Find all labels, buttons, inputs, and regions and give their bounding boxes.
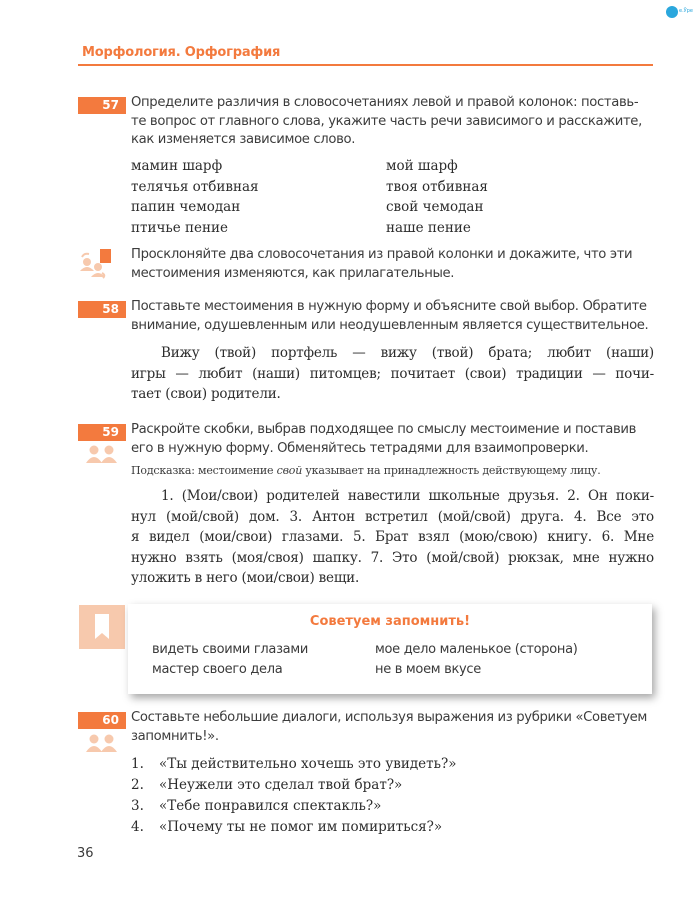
text-line: я видел (мои/свои) глазами. 5. Брат взял (мою/свою) книгу. 6. Мне <box>131 529 654 545</box>
left-column <box>131 156 259 238</box>
task-line: Определите различия в словосочетаниях левой и правой колонок: поставь- <box>131 95 639 110</box>
page-header <box>78 40 653 66</box>
publisher-logo <box>666 6 696 18</box>
text-line: Вижу (твой) портфель — вижу (твой) брата; любит (наши) <box>161 345 654 361</box>
phrase: птичье пение <box>131 219 228 236</box>
exercise-60-number: 60 <box>78 712 126 729</box>
phrase: твоя отбивная <box>386 178 488 195</box>
hint-suffix: указывает на принадлежность действующему лицу. <box>302 464 601 477</box>
item-number: 3. <box>131 798 144 814</box>
item-number: 2. <box>131 777 144 793</box>
hint-word: свой <box>276 464 303 477</box>
text-line: нужно взять (моя/своя) шапку. 7. Это (мой/свой) рюкзак, мне нужно <box>131 549 654 566</box>
exercise-57-task <box>131 94 654 150</box>
text-line: игры — любит (наши) питомцев; почитает (свои) традиции — почи- <box>131 365 654 382</box>
exercise-58-text <box>131 343 654 405</box>
text-line: нул (мой/свой) дом. 3. Антон встретил (мой/свой) друга. 4. Все это <box>131 508 654 525</box>
group-work-icon <box>78 249 112 279</box>
exercise-57-subtask <box>131 246 654 283</box>
text-line: тает (свои) родители. <box>131 386 281 402</box>
list-item <box>131 819 442 835</box>
task-line: внимание, одушевленным или неодушевленным является существительное. <box>131 317 649 333</box>
phrase: папин чемодан <box>131 199 241 215</box>
task-line: Поставьте местоимения в нужную форму и объясните свой выбор. Обратите <box>131 299 647 314</box>
exercise-58-number: 58 <box>78 301 126 318</box>
pair-work-icon <box>84 445 120 463</box>
phrase: мамин шарф <box>131 158 223 174</box>
list-item <box>131 777 402 793</box>
page-number: 36 <box>77 846 94 861</box>
phrase: наше пение <box>386 219 471 236</box>
text-line: 1. (Мои/свои) родителей навестили школьные друзья. 2. Он поки- <box>161 488 654 504</box>
exercise-58-task <box>131 298 654 335</box>
task-line: местоимения изменяются, как прилагательные. <box>131 265 455 281</box>
logo-globe-icon <box>666 6 678 18</box>
task-line: запомнить!». <box>131 728 219 744</box>
remember-phrase: мастер своего дела <box>152 662 283 677</box>
remember-phrase: мое дело маленькое (сторона) <box>375 642 578 657</box>
phrase: телячья отбивная <box>131 178 259 195</box>
item-text: «Ты действительно хочешь это увидеть?» <box>159 756 457 772</box>
remember-phrase: не в моем вкусе <box>375 662 481 677</box>
exercise-57-number: 57 <box>78 97 126 114</box>
phrase: мой шарф <box>386 158 458 174</box>
list-item <box>131 756 456 772</box>
task-line: его в нужную форму. Обменяйтесь тетрадями для взаимопроверки. <box>131 440 589 456</box>
item-number: 1. <box>131 756 144 772</box>
list-item <box>131 798 381 814</box>
task-line: те вопрос от главного слова, укажите часть речи зависимого и расскажите, <box>131 113 642 129</box>
item-text: «Неужели это сделал твой брат?» <box>159 777 403 793</box>
remember-box <box>128 604 652 694</box>
bookmark-icon <box>79 605 125 649</box>
section-title: Морфология. Орфография <box>82 45 281 60</box>
text-line: уложить в него (мои/свои) вещи. <box>131 570 360 586</box>
task-line: Раскройте скобки, выбрав подходящее по смыслу местоимение и поставив <box>131 422 637 437</box>
remember-phrase: видеть своими глазами <box>152 642 309 657</box>
task-line: как изменяется зависимое слово. <box>131 132 356 147</box>
logo-text: e.Ӯpe <box>679 8 693 14</box>
exercise-59-number: 59 <box>78 424 126 441</box>
exercise-59-task <box>131 421 654 458</box>
right-column <box>386 156 488 238</box>
hint <box>131 464 654 477</box>
item-text: «Почему ты не помог им помириться?» <box>159 819 443 835</box>
pair-work-icon <box>84 734 120 752</box>
task-line: Просклоняйте два словосочетания из правой колонки и докажите, что эти <box>131 247 633 262</box>
exercise-59-text <box>131 486 654 589</box>
exercise-60-task <box>131 709 654 746</box>
phrase: свой чемодан <box>386 199 484 215</box>
remember-title: Советуем запомнить! <box>309 614 471 629</box>
item-number: 4. <box>131 819 144 835</box>
hint-prefix: Подсказка: местоимение <box>131 464 277 477</box>
item-text: «Тебе понравился спектакль?» <box>159 798 382 814</box>
task-line: Составьте небольшие диалоги, используя выражения из рубрики «Советуем <box>131 710 648 725</box>
